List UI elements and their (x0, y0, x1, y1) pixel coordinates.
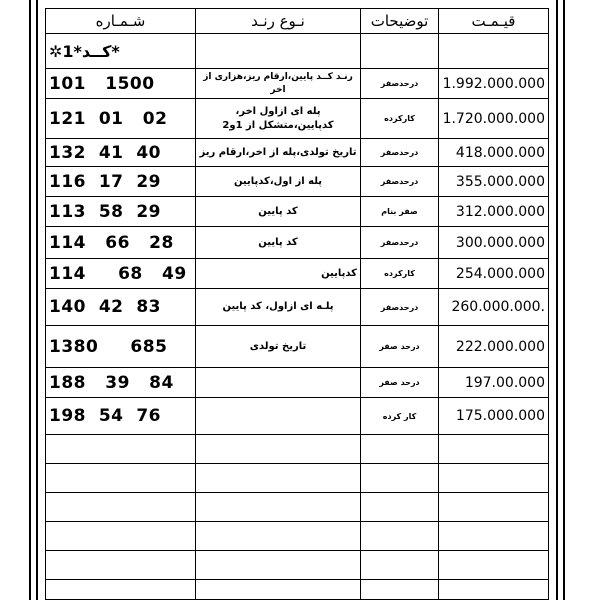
plate-desc: درحد صفر (361, 368, 439, 398)
plate-price: 197.00.000 (439, 368, 549, 398)
header-desc: توضیحات (361, 9, 439, 34)
plate-price: 1.720.000.000 (439, 99, 549, 139)
plate-number: 113 58 29 (46, 197, 196, 227)
empty-row (46, 551, 549, 580)
plate-type (196, 398, 361, 435)
plate-desc: درحدصفر (361, 289, 439, 326)
plate-number: 1380 685 (46, 326, 196, 368)
asterisk-left-icon: ✲ (49, 41, 63, 61)
plate-desc: درحدصفر (361, 139, 439, 167)
plate-type: تاریخ تولدی (196, 326, 361, 368)
header-type: نـوع رنـد (196, 9, 361, 34)
plate-desc: درحد صفر (361, 326, 439, 368)
header-price: قیـمـت (439, 9, 549, 34)
plate-number: 132 41 40 (46, 139, 196, 167)
plate-desc: کار کرده (361, 398, 439, 435)
plate-price: 175.000.000 (439, 398, 549, 435)
code-label: ✲کــد*1* (46, 34, 196, 69)
frame-line-left-inner (36, 0, 38, 600)
plate-desc: درحدصفر (361, 227, 439, 259)
plate-number: 121 01 02 (46, 99, 196, 139)
plate-number: 140 42 83 (46, 289, 196, 326)
table-row (46, 99, 549, 139)
plate-price-table (45, 8, 549, 600)
table-row (46, 398, 549, 435)
table-row (46, 289, 549, 326)
frame-line-right-inner (556, 0, 558, 600)
table-row (46, 259, 549, 289)
plate-price: 254.000.000 (439, 259, 549, 289)
empty-row (46, 464, 549, 493)
table-row (46, 368, 549, 398)
plate-type: رنـد کــد پایین،ارقام ریز،هزاری از اخر (196, 69, 361, 99)
plate-desc: کارکرده (361, 259, 439, 289)
plate-number: 116 17 29 (46, 167, 196, 197)
plate-type: تاریخ تولدی،پله از اخر،ارقام ریز (196, 139, 361, 167)
frame-line-right-outer (563, 0, 565, 600)
plate-number: 101 1500 (46, 69, 196, 99)
plate-price: 312.000.000 (439, 197, 549, 227)
empty-row (46, 435, 549, 464)
plate-desc: درحدصفر (361, 167, 439, 197)
empty-row (46, 580, 549, 600)
plate-price: 300.000.000 (439, 227, 549, 259)
plate-type: پلـه ای ازاول، کد پایین (196, 289, 361, 326)
plate-number: 114 66 28 (46, 227, 196, 259)
plate-number: 188 39 84 (46, 368, 196, 398)
empty-row (46, 493, 549, 522)
plate-desc: درحدصفر (361, 69, 439, 99)
plate-desc: صفر بنام (361, 197, 439, 227)
code-row (46, 34, 549, 69)
table-row (46, 139, 549, 167)
plate-price: 260.000.000. (439, 289, 549, 326)
plate-desc: کارکرده (361, 99, 439, 139)
plate-price: 1.992.000.000 (439, 69, 549, 99)
plate-type: کد پایین (196, 197, 361, 227)
table-row (46, 197, 549, 227)
plate-number: 198 54 76 (46, 398, 196, 435)
frame-line-left-outer (29, 0, 31, 600)
plate-type: کدپایین (196, 259, 361, 289)
table-row (46, 326, 549, 368)
empty-row (46, 522, 549, 551)
header-number: شـمـاره (46, 9, 196, 34)
table-header-row (46, 9, 549, 34)
plate-price: 418.000.000 (439, 139, 549, 167)
plate-type (196, 368, 361, 398)
table-row (46, 167, 549, 197)
plate-price: 222.000.000 (439, 326, 549, 368)
table-row (46, 227, 549, 259)
plate-type: کد پایین (196, 227, 361, 259)
plate-type: پله ای ازاول اخر، کدپایین،متشکل از 1و2 (196, 99, 361, 139)
plate-type: پله از اول،کدپایین (196, 167, 361, 197)
plate-number: 114 68 49 (46, 259, 196, 289)
table-row (46, 69, 549, 99)
plate-price: 355.000.000 (439, 167, 549, 197)
